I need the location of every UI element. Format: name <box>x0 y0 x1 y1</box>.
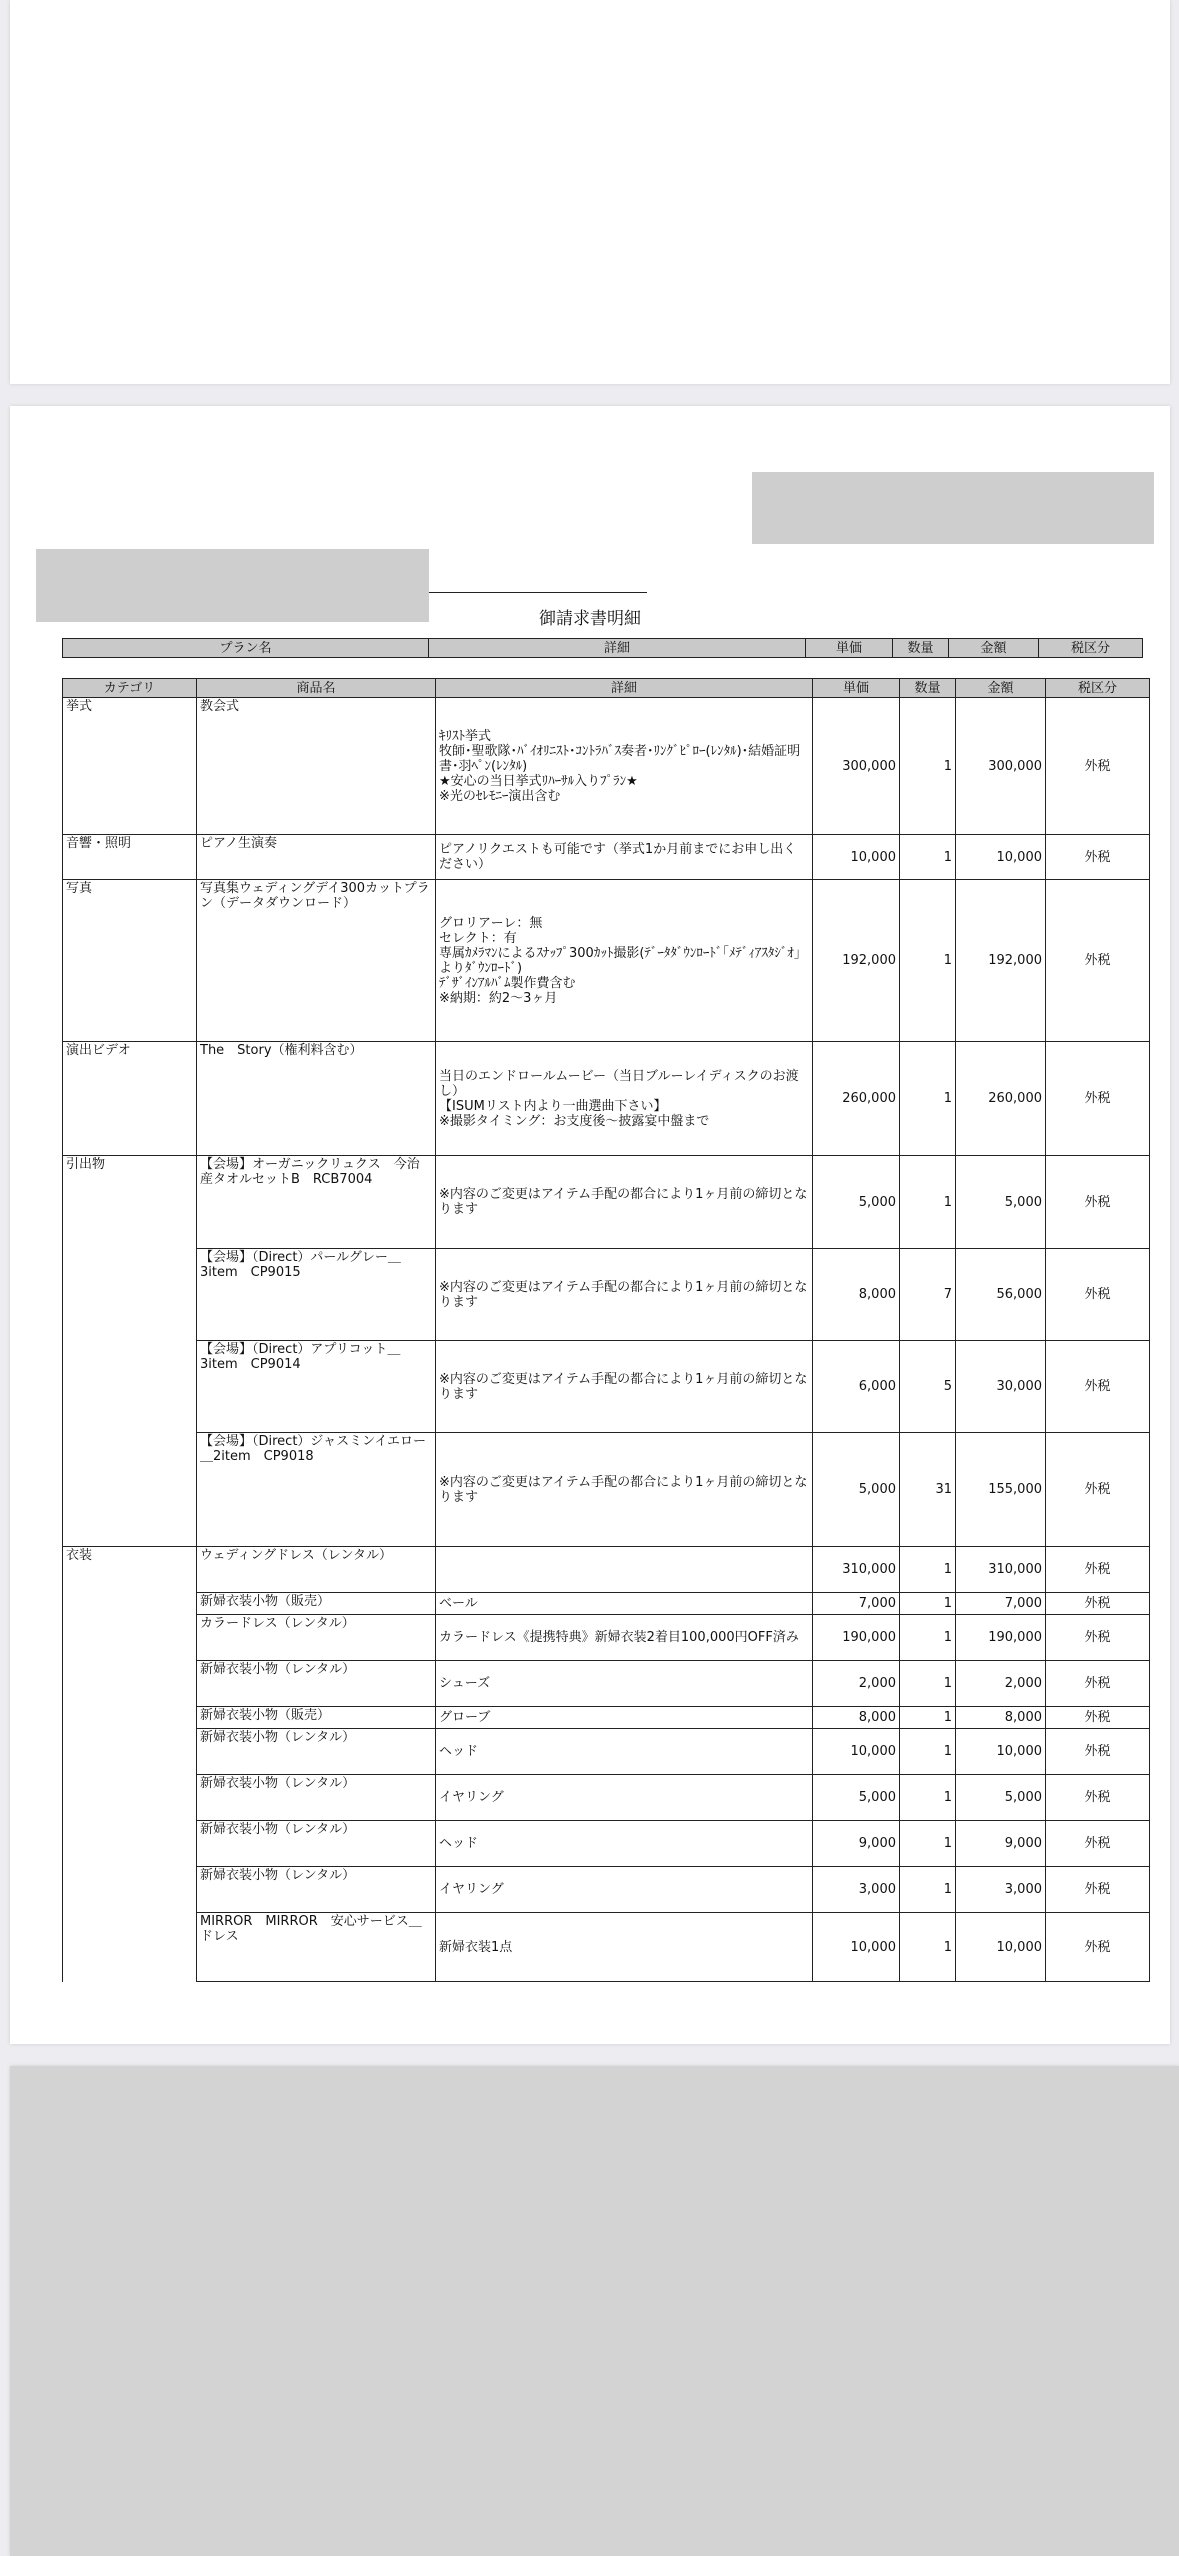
row-tax: 外税 <box>1046 1615 1150 1661</box>
row-quantity: 1 <box>900 1707 956 1729</box>
row-product: 新婦衣装小物（レンタル） <box>197 1867 436 1913</box>
row-tax: 外税 <box>1046 1729 1150 1775</box>
row-detail: イヤリング <box>436 1867 813 1913</box>
row-detail: 当日のエンドロールムービー（当日ブルーレイディスクのお渡し） 【ISUMリスト内より一曲選曲下さい】 ※撮影タイミング：お支度後～披露宴中盤まで <box>436 1042 813 1156</box>
header-amount: 金額 <box>956 679 1046 698</box>
row-detail: 新婦衣装1点 <box>436 1913 813 1982</box>
row-quantity: 1 <box>900 698 956 835</box>
table-row <box>63 1433 1150 1547</box>
table-row <box>63 1775 1150 1821</box>
row-quantity: 1 <box>900 1821 956 1867</box>
plan-header-row <box>63 639 1143 658</box>
row-detail: カラードレス《提携特典》新婦衣装2着目100,000円OFF済み <box>436 1615 813 1661</box>
items-table <box>62 678 1150 1982</box>
row-product: 【会場】（Direct）ジャスミンイエロー＿2item CP9018 <box>197 1433 436 1547</box>
row-amount: 8,000 <box>956 1707 1046 1729</box>
row-tax: 外税 <box>1046 1042 1150 1156</box>
table-row <box>63 1615 1150 1661</box>
row-tax: 外税 <box>1046 1661 1150 1707</box>
header-detail: 詳細 <box>436 679 813 698</box>
row-detail: イヤリング <box>436 1775 813 1821</box>
row-amount: 260,000 <box>956 1042 1046 1156</box>
row-unit-price: 5,000 <box>813 1433 900 1547</box>
row-amount: 192,000 <box>956 880 1046 1042</box>
plan-header-amount: 金額 <box>949 639 1039 658</box>
table-row <box>63 1729 1150 1775</box>
row-tax: 外税 <box>1046 1433 1150 1547</box>
row-tax: 外税 <box>1046 1821 1150 1867</box>
header-rule <box>429 592 647 593</box>
row-product: 新婦衣装小物（販売） <box>197 1707 436 1729</box>
plan-header-detail: 詳細 <box>429 639 806 658</box>
row-category: 写真 <box>63 880 197 1042</box>
row-amount: 10,000 <box>956 1913 1046 1982</box>
document-title: 御請求書明細 <box>539 609 641 629</box>
row-unit-price: 7,000 <box>813 1593 900 1615</box>
row-category: 演出ビデオ <box>63 1042 197 1156</box>
row-product: 【会場】オーガニックリュクス 今治産タオルセットB RCB7004 <box>197 1156 436 1249</box>
row-amount: 310,000 <box>956 1547 1046 1593</box>
row-amount: 10,000 <box>956 835 1046 880</box>
row-quantity: 1 <box>900 1547 956 1593</box>
row-category: 挙式 <box>63 698 197 835</box>
row-quantity: 1 <box>900 1615 956 1661</box>
row-product: ピアノ生演奏 <box>197 835 436 880</box>
row-unit-price: 310,000 <box>813 1547 900 1593</box>
row-quantity: 1 <box>900 1661 956 1707</box>
row-unit-price: 8,000 <box>813 1249 900 1341</box>
row-unit-price: 190,000 <box>813 1615 900 1661</box>
row-detail: ヘッド <box>436 1821 813 1867</box>
row-unit-price: 10,000 <box>813 1729 900 1775</box>
row-detail: シューズ <box>436 1661 813 1707</box>
row-detail <box>436 1547 813 1593</box>
row-quantity: 1 <box>900 1867 956 1913</box>
plan-header-name: プラン名 <box>63 639 429 658</box>
row-product: 新婦衣装小物（レンタル） <box>197 1661 436 1707</box>
row-tax: 外税 <box>1046 1867 1150 1913</box>
row-detail: ※内容のご変更はアイテム手配の都合により1ヶ月前の締切となります <box>436 1341 813 1433</box>
table-row <box>63 1341 1150 1433</box>
row-unit-price: 10,000 <box>813 835 900 880</box>
table-row <box>63 1913 1150 1982</box>
redacted-block-right <box>752 472 1154 544</box>
row-product: 写真集ウェディングデイ300カットプラン（データダウンロード） <box>197 880 436 1042</box>
table-row <box>63 1707 1150 1729</box>
row-unit-price: 8,000 <box>813 1707 900 1729</box>
row-unit-price: 6,000 <box>813 1341 900 1433</box>
plan-header-qty: 数量 <box>893 639 949 658</box>
row-unit-price: 10,000 <box>813 1913 900 1982</box>
row-product: ウェディングドレス（レンタル） <box>197 1547 436 1593</box>
row-tax: 外税 <box>1046 1156 1150 1249</box>
row-product: 【会場】（Direct）パールグレー＿3item CP9015 <box>197 1249 436 1341</box>
row-detail: グローブ <box>436 1707 813 1729</box>
row-quantity: 7 <box>900 1249 956 1341</box>
row-unit-price: 3,000 <box>813 1867 900 1913</box>
row-quantity: 1 <box>900 835 956 880</box>
plan-header-tax: 税区分 <box>1039 639 1143 658</box>
row-unit-price: 260,000 <box>813 1042 900 1156</box>
row-tax: 外税 <box>1046 880 1150 1042</box>
table-row <box>63 698 1150 835</box>
table-row <box>63 1156 1150 1249</box>
row-tax: 外税 <box>1046 835 1150 880</box>
row-unit-price: 192,000 <box>813 880 900 1042</box>
row-tax: 外税 <box>1046 698 1150 835</box>
row-product: 新婦衣装小物（レンタル） <box>197 1775 436 1821</box>
row-detail: ※内容のご変更はアイテム手配の都合により1ヶ月前の締切となります <box>436 1249 813 1341</box>
row-product: 【会場】（Direct）アプリコット＿3item CP9014 <box>197 1341 436 1433</box>
row-amount: 10,000 <box>956 1729 1046 1775</box>
table-row <box>63 1821 1150 1867</box>
row-amount: 190,000 <box>956 1615 1046 1661</box>
row-tax: 外税 <box>1046 1249 1150 1341</box>
row-quantity: 1 <box>900 1593 956 1615</box>
row-category: 音響・照明 <box>63 835 197 880</box>
row-tax: 外税 <box>1046 1341 1150 1433</box>
next-page-redacted <box>10 2066 1179 2556</box>
row-quantity: 5 <box>900 1341 956 1433</box>
row-unit-price: 5,000 <box>813 1775 900 1821</box>
row-amount: 3,000 <box>956 1867 1046 1913</box>
table-row <box>63 1661 1150 1707</box>
table-row <box>63 880 1150 1042</box>
row-product: 新婦衣装小物（レンタル） <box>197 1729 436 1775</box>
table-row <box>63 1867 1150 1913</box>
row-amount: 300,000 <box>956 698 1046 835</box>
invoice-page <box>10 406 1170 2044</box>
row-product: MIRROR MIRROR 安心サービス＿ドレス <box>197 1913 436 1982</box>
row-unit-price: 300,000 <box>813 698 900 835</box>
row-detail: ※内容のご変更はアイテム手配の都合により1ヶ月前の締切となります <box>436 1156 813 1249</box>
row-quantity: 1 <box>900 880 956 1042</box>
row-product: 新婦衣装小物（販売） <box>197 1593 436 1615</box>
row-amount: 5,000 <box>956 1156 1046 1249</box>
row-detail: ヘッド <box>436 1729 813 1775</box>
row-amount: 2,000 <box>956 1661 1046 1707</box>
row-product: 教会式 <box>197 698 436 835</box>
table-row <box>63 1249 1150 1341</box>
row-product: The Story（権利料含む） <box>197 1042 436 1156</box>
row-detail: ※内容のご変更はアイテム手配の都合により1ヶ月前の締切となります <box>436 1433 813 1547</box>
table-row <box>63 1042 1150 1156</box>
header-quantity: 数量 <box>900 679 956 698</box>
row-tax: 外税 <box>1046 1593 1150 1615</box>
row-product: カラードレス（レンタル） <box>197 1615 436 1661</box>
row-unit-price: 5,000 <box>813 1156 900 1249</box>
table-row <box>63 1593 1150 1615</box>
row-quantity: 1 <box>900 1156 956 1249</box>
row-amount: 5,000 <box>956 1775 1046 1821</box>
row-amount: 155,000 <box>956 1433 1046 1547</box>
row-amount: 7,000 <box>956 1593 1046 1615</box>
previous-page <box>10 0 1170 384</box>
row-category: 衣装 <box>63 1547 197 1982</box>
row-detail: ベール <box>436 1593 813 1615</box>
table-row <box>63 835 1150 880</box>
header-tax: 税区分 <box>1046 679 1150 698</box>
row-quantity: 1 <box>900 1729 956 1775</box>
row-quantity: 31 <box>900 1433 956 1547</box>
row-unit-price: 2,000 <box>813 1661 900 1707</box>
row-category: 引出物 <box>63 1156 197 1547</box>
row-detail: ｷﾘｽﾄ挙式 牧師･聖歌隊･ﾊﾞｲｵﾘﾆｽﾄ･ｺﾝﾄﾗﾊﾞｽ奏者･ﾘﾝｸﾞﾋﾟﾛｰ(ﾚﾝﾀﾙ)･結婚証明書･羽ﾍﾟﾝ(ﾚﾝﾀﾙ) ★安心の当日挙式ﾘﾊｰｻﾙ入りﾌﾟﾗﾝ★ ※光のｾﾚﾓﾆｰ演出含む <box>436 698 813 835</box>
row-tax: 外税 <box>1046 1707 1150 1729</box>
header-unit-price: 単価 <box>813 679 900 698</box>
row-detail: ピアノリクエストも可能です（挙式1か月前までにお申し出ください） <box>436 835 813 880</box>
row-quantity: 1 <box>900 1775 956 1821</box>
row-unit-price: 9,000 <box>813 1821 900 1867</box>
header-product: 商品名 <box>197 679 436 698</box>
row-product: 新婦衣装小物（レンタル） <box>197 1821 436 1867</box>
row-quantity: 1 <box>900 1913 956 1982</box>
row-tax: 外税 <box>1046 1547 1150 1593</box>
row-tax: 外税 <box>1046 1775 1150 1821</box>
table-row <box>63 1547 1150 1593</box>
header-category: カテゴリ <box>63 679 197 698</box>
plan-header-unit: 単価 <box>806 639 893 658</box>
row-amount: 56,000 <box>956 1249 1046 1341</box>
row-amount: 9,000 <box>956 1821 1046 1867</box>
row-detail: グロリアーレ：無 セレクト：有 専属ｶﾒﾗﾏﾝによるｽﾅｯﾌﾟ300ｶｯﾄ撮影(ﾃﾞｰﾀﾀﾞｳﾝﾛｰﾄﾞ｢ﾒﾃﾞｨｱｽﾀｼﾞｵ｣よりﾀﾞｳﾝﾛｰﾄﾞ) ﾃﾞｻﾞｲﾝｱﾙﾊﾞﾑ製作費含む ※納期：約2～3ヶ月 <box>436 880 813 1042</box>
items-header-row <box>63 679 1150 698</box>
row-quantity: 1 <box>900 1042 956 1156</box>
plan-table <box>62 638 1143 658</box>
row-amount: 30,000 <box>956 1341 1046 1433</box>
row-tax: 外税 <box>1046 1913 1150 1982</box>
